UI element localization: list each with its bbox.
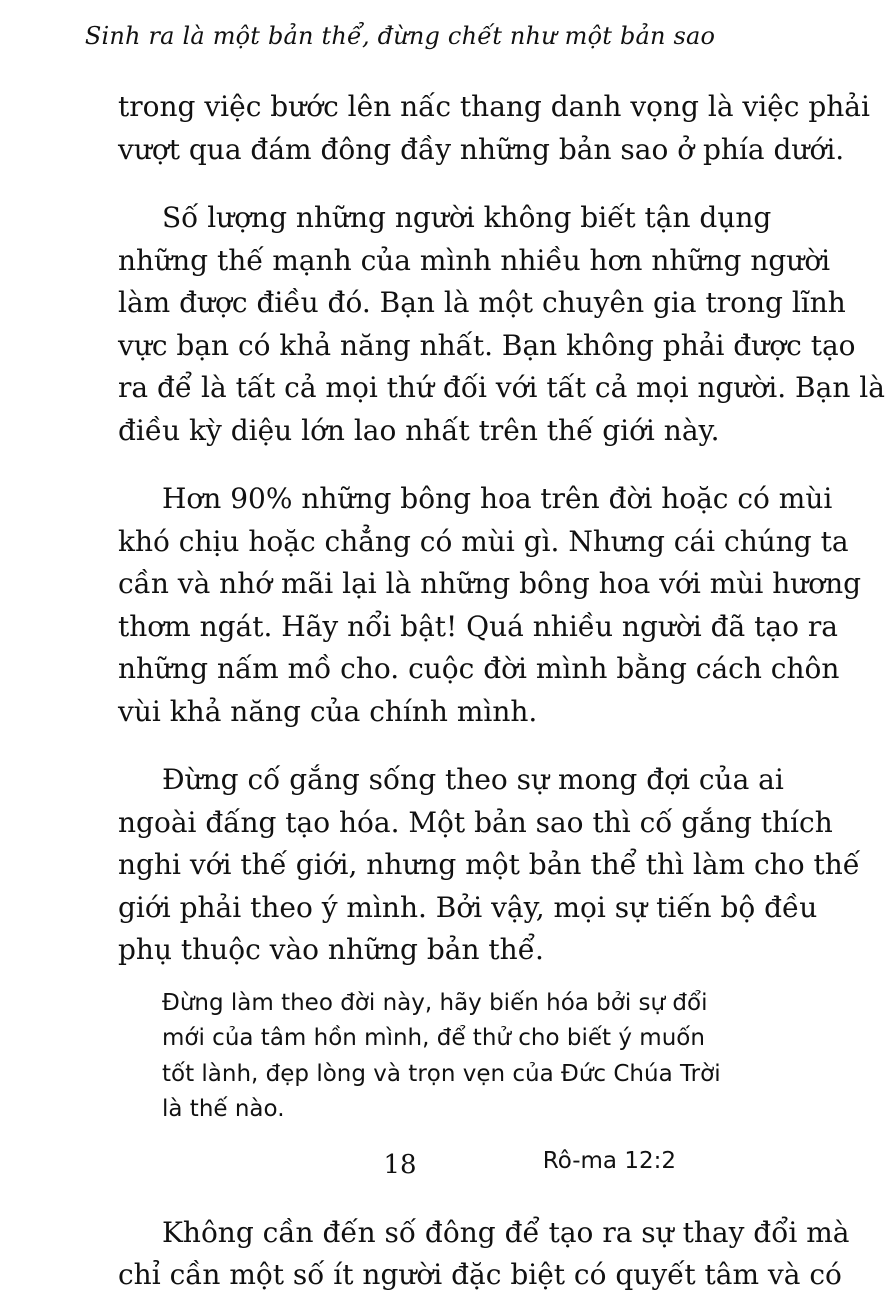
text-line: vực bạn có khả năng nhất. Bạn không phải được tạo [118, 328, 856, 362]
text-line: vượt qua đám đông đầy những bản sao ở phía dưới. [118, 132, 845, 166]
text-line: ngoài đấng tạo hóa. Một bản sao thì cố gắng thích [118, 805, 833, 839]
quote-reference: Rô-ma 12:2 [542, 1147, 676, 1174]
text-line: cần và nhớ mãi lại là những bông hoa với mùi hương [118, 567, 862, 600]
text-line: thơm ngát. Hãy nổi bật! Quá nhiều người đã tạo ra [118, 609, 838, 643]
text-line: vùi khả năng của chính mình. [118, 694, 538, 728]
scripture-quote [162, 986, 721, 1176]
text-line: Hơn 90% những bông hoa trên đời hoặc có mùi [162, 482, 833, 515]
text-line: những nấm mồ cho. cuộc đời mình bằng cách chôn [118, 652, 840, 685]
text-line: trong việc bước lên nấc thang danh vọng là việc phải [118, 90, 870, 123]
text-line: ra để là tất cả mọi thứ đối với tất cả mọi người. Bạn là [118, 371, 885, 404]
quote-line: Đừng làm theo đời này, hãy biến hóa bởi sự đổi [162, 989, 708, 1016]
paragraph [118, 197, 885, 452]
paragraph-continuation [118, 86, 870, 171]
text-line: Đừng cố gắng sống theo sự mong đợi của ai [162, 763, 784, 796]
text-line: giới phải theo ý mình. Bởi vậy, mọi sự tiến bộ đều [118, 890, 818, 924]
page-number: 18 [383, 1150, 417, 1180]
quote-line: là thế nào. [162, 1096, 285, 1122]
running-head: Sinh ra là một bản thể, đừng chết như một bản sao [84, 22, 716, 50]
quote-line: tốt lành, đẹp lòng và trọn vẹn của Đức Chúa Trời [162, 1060, 721, 1087]
text-line: phụ thuộc vào những bản thể. [118, 933, 544, 966]
body-text [118, 86, 885, 1297]
text-line: nghi với thế giới, nhưng một bản thể thì làm cho thế [118, 848, 860, 881]
paragraph [118, 759, 860, 972]
paragraph [118, 1212, 850, 1297]
text-line: khó chịu hoặc chẳng có mùi gì. Nhưng cái chúng ta [118, 524, 849, 558]
text-line: điều kỳ diệu lớn lao nhất trên thế giới này. [118, 413, 720, 447]
quote-line: mới của tâm hồn mình, để thử cho biết ý muốn [162, 1025, 705, 1051]
text-line: làm được điều đó. Bạn là một chuyên gia trong lĩnh [118, 286, 846, 319]
text-line: Không cần đến số đông để tạo ra sự thay đổi mà [162, 1215, 850, 1249]
text-line: chỉ cần một số ít người đặc biệt có quyết tâm và có [118, 1258, 842, 1291]
paragraph [118, 478, 862, 733]
text-line: những thế mạnh của mình nhiều hơn những người [118, 243, 831, 277]
text-line: Số lượng những người không biết tận dụng [162, 201, 772, 234]
